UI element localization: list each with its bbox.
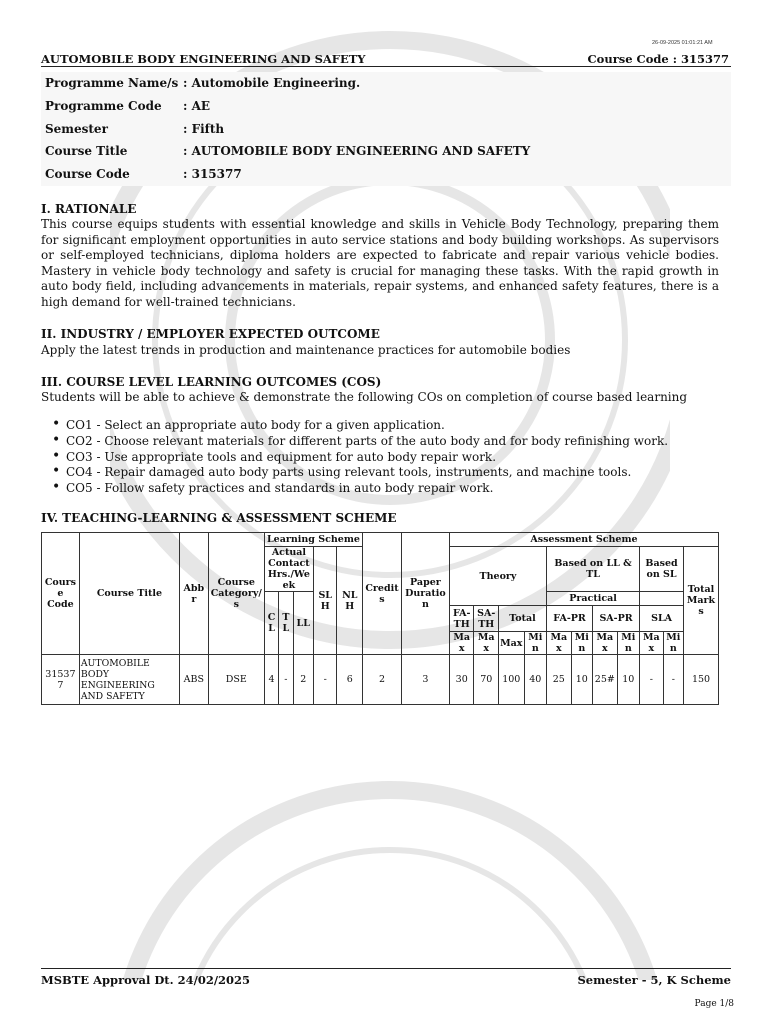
cell-paper-duration: 3 — [401, 655, 449, 705]
th-fa-th: FA-TH — [449, 606, 474, 632]
print-timestamp: 26-09-2025 01:01:21 AM — [652, 40, 713, 46]
info-row — [41, 140, 731, 163]
cell-sla-max: - — [640, 655, 664, 705]
th-tl: TL — [279, 592, 293, 655]
page-number: Page 1/8 — [694, 999, 734, 1009]
th-credits: Credits — [363, 533, 402, 655]
table-row — [42, 655, 719, 705]
th-course-title: Course Title — [79, 533, 179, 655]
th-sa-pr: SA-PR — [593, 606, 640, 632]
cos-intro: Students will be able to achieve & demonstrate the following COs on completion of course based learning — [41, 390, 688, 404]
cell-code: 315377 — [42, 655, 80, 705]
cell-total-marks: 150 — [684, 655, 719, 705]
th-actual-contact: Actual Contact Hrs./Week — [264, 547, 313, 592]
cell-credits: 2 — [363, 655, 402, 705]
th-total-marks: Total Marks — [684, 547, 719, 655]
th-fa-pr: FA-PR — [547, 606, 593, 632]
cell-category: DSE — [208, 655, 264, 705]
rationale-heading: I. RATIONALE — [41, 202, 137, 216]
info-row — [41, 118, 731, 141]
footer-scheme: Semester - 5, K Scheme — [577, 973, 731, 987]
list-item: • CO2 - Choose relevant materials for different parts of the auto body and for body refinishing work. — [50, 434, 668, 450]
th-theory: Theory — [449, 547, 546, 606]
th-based-ll-tl: Based on LL & TL — [547, 547, 640, 592]
cell-total-max: 100 — [499, 655, 525, 705]
course-info-block — [41, 72, 731, 186]
page-footer — [41, 968, 731, 987]
th-slh: SLH — [313, 547, 337, 655]
th-sla: SLA — [640, 606, 684, 632]
cell-fa-th-max: 30 — [449, 655, 474, 705]
outcome-text: Apply the latest trends in production and maintenance practices for automobile bodies — [41, 343, 571, 357]
cell-sa-pr-min: 10 — [617, 655, 639, 705]
th-paper-duration: Paper Duration — [401, 533, 449, 655]
info-value: : 315377 — [183, 167, 242, 182]
info-value: : Fifth — [183, 121, 225, 136]
cell-abbr: ABS — [180, 655, 209, 705]
list-item: • CO5 - Follow safety practices and standards in auto body repair work. — [50, 481, 668, 497]
th-total: Total — [499, 606, 547, 632]
th-nlh: NLH — [337, 547, 363, 655]
cell-cl: 4 — [264, 655, 278, 705]
info-label: Programme Name/s — [45, 76, 179, 90]
info-label: Course Code — [45, 167, 130, 182]
cell-sla-min: - — [663, 655, 683, 705]
th-min: Min — [571, 632, 592, 655]
info-label: Semester — [45, 121, 108, 136]
th-course-code: Course Code — [42, 533, 80, 655]
watermark-seal-bottom — [110, 760, 670, 980]
cos-list — [50, 418, 668, 497]
th-max: Max — [547, 632, 572, 655]
header-course-name: AUTOMOBILE BODY ENGINEERING AND SAFETY — [41, 52, 366, 66]
cell-tl: - — [279, 655, 293, 705]
th-sl-blank — [640, 592, 684, 606]
info-row — [41, 72, 731, 95]
cell-slh: - — [313, 655, 337, 705]
th-learning-scheme: Learning Scheme — [264, 533, 362, 547]
cos-heading: III. COURSE LEVEL LEARNING OUTCOMES (COS) — [41, 375, 382, 389]
info-value: : AUTOMOBILE BODY ENGINEERING AND SAFETY — [183, 144, 531, 159]
th-ll: LL — [293, 592, 313, 655]
header-course-code: Course Code : 315377 — [587, 52, 729, 66]
cell-sa-th-max: 70 — [474, 655, 499, 705]
info-row — [41, 163, 731, 186]
cell-total-min: 40 — [524, 655, 546, 705]
th-practical: Practical — [547, 592, 640, 606]
cell-sa-pr-max: 25# — [593, 655, 618, 705]
th-assessment-scheme: Assessment Scheme — [449, 533, 718, 547]
th-max: Max — [449, 632, 474, 655]
cell-ll: 2 — [293, 655, 313, 705]
th-based-sl: Based on SL — [640, 547, 684, 592]
th-category: Course Category/s — [208, 533, 264, 655]
th-sa-th: SA-TH — [474, 606, 499, 632]
th-min: Min — [617, 632, 639, 655]
cell-fa-pr-min: 10 — [571, 655, 592, 705]
cell-nlh: 6 — [337, 655, 363, 705]
page-header — [41, 51, 731, 67]
list-item: • CO4 - Repair damaged auto body parts using relevant tools, instruments, and machine tools. — [50, 465, 668, 481]
cell-fa-pr-max: 25 — [547, 655, 572, 705]
outcome-heading: II. INDUSTRY / EMPLOYER EXPECTED OUTCOME — [41, 327, 380, 341]
cell-title: AUTOMOBILE BODY ENGINEERING AND SAFETY — [79, 655, 179, 705]
scheme-heading: IV. TEACHING-LEARNING & ASSESSMENT SCHEME — [41, 511, 397, 525]
info-label: Programme Code — [45, 98, 162, 113]
th-max: Max — [593, 632, 618, 655]
scheme-table — [41, 532, 719, 705]
th-max: Max — [474, 632, 499, 655]
rationale-text: This course equips students with essential knowledge and skills in Vehicle Body Technology, preparing them for significant employment opportunities in auto service stations and body building workshops. As supervisors or self-employed technicians, diploma holders are expected to fabricate and repair various vehicle bodies. Mastery in vehicle body technology and safety is crucial for managing these tasks. With the rapid growth in auto body field, including advancements in materials, repair systems, and enhanced safety features, there is a high demand for well-trained technicians. — [41, 217, 719, 309]
th-min: Min — [663, 632, 683, 655]
info-value: : AE — [183, 98, 211, 113]
info-row — [41, 95, 731, 118]
th-cl: CL — [264, 592, 278, 655]
footer-approval: MSBTE Approval Dt. 24/02/2025 — [41, 973, 251, 987]
info-label: Course Title — [45, 144, 128, 159]
th-abbr: Abbr — [180, 533, 209, 655]
info-value: : Automobile Engineering. — [183, 76, 361, 90]
th-min: Min — [524, 632, 546, 655]
list-item: • CO3 - Use appropriate tools and equipment for auto body repair work. — [50, 450, 668, 466]
th-max: Max — [640, 632, 664, 655]
list-item: • CO1 - Select an appropriate auto body for a given application. — [50, 418, 668, 434]
th-max: Max — [499, 632, 525, 655]
